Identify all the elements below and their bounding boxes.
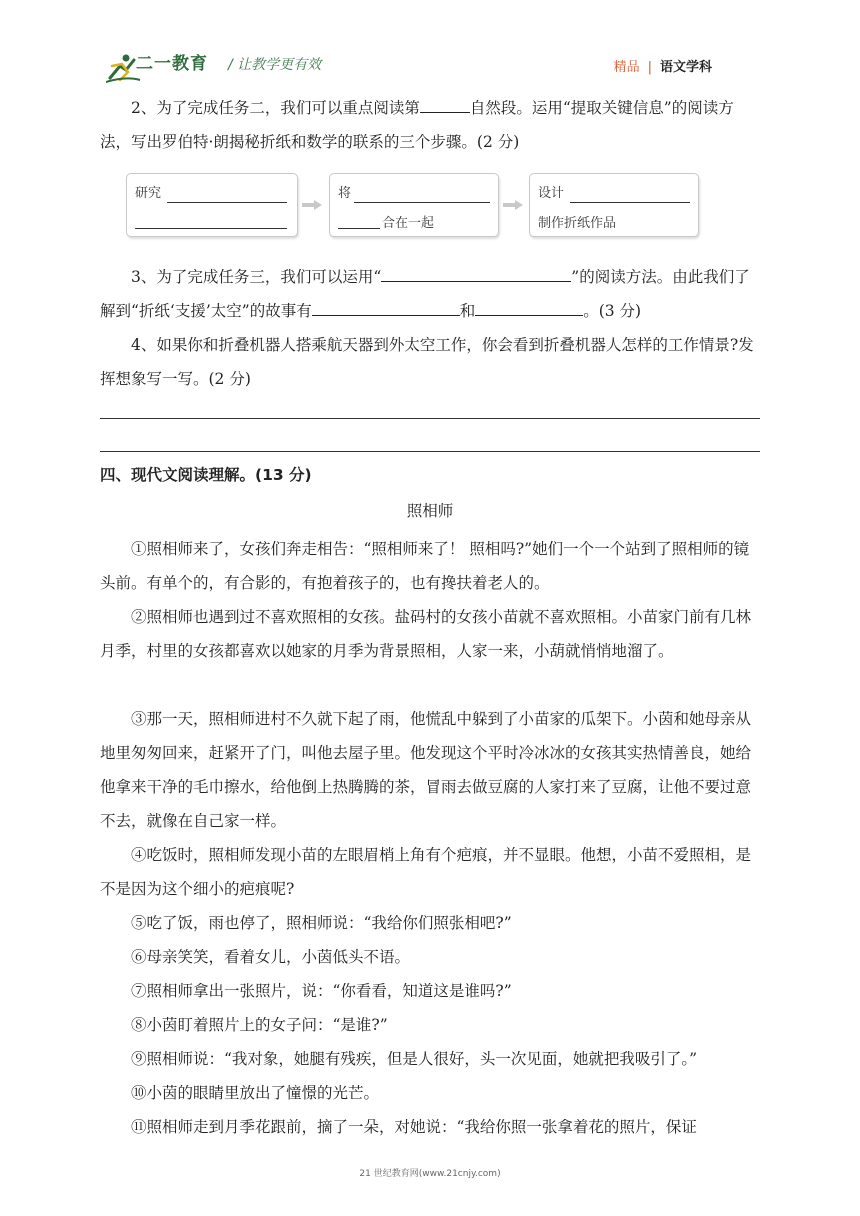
answer-blank-combine-2[interactable] — [338, 228, 380, 229]
page-footer: 21 世纪教育网(www.21cnjy.com) — [359, 1169, 501, 1179]
paragraph-10: ⑩小茵的眼睛里放出了憧憬的光芒。 — [131, 1084, 380, 1102]
subject-label: 语文学科 — [659, 60, 712, 75]
steps-diagram — [126, 173, 706, 241]
paragraph-3: ③那一天，照相师进村不久就下起了雨，他慌乱中躲到了小苗家的瓜架下。小茵和她母亲从地里匆匆回来，赶紧开了门，叫他去屋子里。他发现这个平时冷冰冰的女孩其实热情善良，她给他拿来干净的毛巾擦水，给他倒上热腾腾的茶，冒雨去做豆腐的人家打来了豆腐，让他不要过意不去，就像在自己家一样。 — [100, 710, 752, 830]
step-box-design-bottom: 制作折纸作品 — [538, 216, 617, 231]
header-slogan: / 让教学更有效 — [228, 57, 322, 73]
answer-line-1[interactable] — [100, 418, 760, 419]
header-divider: | — [647, 60, 652, 75]
step-box-combine-bottom: 合在一起 — [382, 216, 435, 231]
step-box-design — [529, 173, 699, 237]
question-2 — [100, 91, 764, 159]
question-3-text-c: 和 — [459, 302, 476, 320]
step-box-design-label: 设计 — [538, 186, 565, 201]
step-box-combine-label: 将 — [338, 186, 352, 201]
step-box-research — [126, 173, 298, 237]
header-right — [614, 56, 712, 75]
paragraph-1: ①照相师来了，女孩们奔走相告：“照相师来了！ 照相吗?”她们一个一个站到了照相师的镜头前。有单个的，有合影的，有抱着孩子的，也有搀扶着老人的。 — [100, 540, 750, 592]
answer-blank-paragraph[interactable] — [420, 94, 470, 113]
passage-title: 照相师 — [406, 502, 454, 520]
paragraph-9: ⑨照相师说：“我对象，她腿有残疾，但是人很好，头一次见面，她就把我吸引了。” — [131, 1050, 698, 1068]
paragraph-8: ⑧小茵盯着照片上的女子问：“是谁?” — [131, 1016, 388, 1034]
question-4: 4、如果你和折叠机器人搭乘航天器到外太空工作，你会看到折叠机器人怎样的工作情景?发挥想象写一写。(2 分) — [100, 336, 754, 388]
answer-blank-story-2[interactable] — [475, 297, 583, 316]
answer-line-2[interactable] — [100, 451, 760, 452]
question-3-text-d: 。(3 分) — [583, 302, 642, 320]
question-2-text-b: 自然段。运用“提取关键信息”的阅读方法，写出罗伯特·朗揭秘折纸和数学的联系的三个步骤。(2 分) — [100, 99, 734, 151]
arrow-shaft-1 — [302, 203, 314, 207]
question-3-text-a: 3、为了完成任务三，我们可以运用“ — [131, 268, 382, 286]
answer-blank-design[interactable] — [570, 202, 690, 203]
paragraph-7: ⑦照相师拿出一张照片，说：“你看看，知道这是谁吗?” — [131, 982, 512, 1000]
step-box-research-label: 研究 — [135, 186, 162, 201]
arrow-right-icon — [515, 200, 523, 210]
question-3 — [100, 260, 764, 328]
answer-blank-research-2[interactable] — [135, 228, 287, 229]
paragraph-6: ⑥母亲笑笑，看着女儿，小茵低头不语。 — [131, 948, 411, 966]
answer-blank-method[interactable] — [381, 263, 571, 282]
paragraph-4: ④吃饭时，照相师发现小苗的左眼眉梢上角有个疤痕，并不显眼。他想，小苗不爱照相，是不是因为这个细小的疤痕呢? — [100, 846, 752, 898]
paragraph-11: ⑪照相师走到月季花跟前，摘了一朵，对她说：“我给你照一张拿着花的照片，保证 — [131, 1118, 697, 1136]
arrow-shaft-2 — [503, 203, 515, 207]
page-header — [100, 48, 760, 88]
arrow-right-icon — [314, 200, 322, 210]
answer-blank-research-1[interactable] — [167, 202, 287, 203]
answer-blank-story-1[interactable] — [312, 297, 460, 316]
question-3-text-b: ”的阅读方法。由此我们了解到“折纸‘支援’太空”的故事有 — [100, 268, 750, 320]
quality-label: 精品 — [613, 60, 640, 75]
step-box-combine — [329, 173, 499, 237]
paragraph-2: ②照相师也遇到过不喜欢照相的女孩。盐码村的女孩小苗就不喜欢照相。小苗家门前有几林月季，村里的女孩都喜欢以她家的月季为背景照相，人家一来，小葫就悄悄地溜了。 — [100, 608, 752, 660]
paragraph-5: ⑤吃了饭，雨也停了，照相师说：“我给你们照张相吧?” — [131, 914, 512, 932]
section-heading: 四、现代文阅读理解。(13 分) — [100, 466, 312, 484]
question-2-text-a: 2、为了完成任务二，我们可以重点阅读第 — [131, 99, 420, 117]
logo-text: 二一教育 — [136, 54, 208, 74]
answer-blank-combine-1[interactable] — [354, 202, 490, 203]
